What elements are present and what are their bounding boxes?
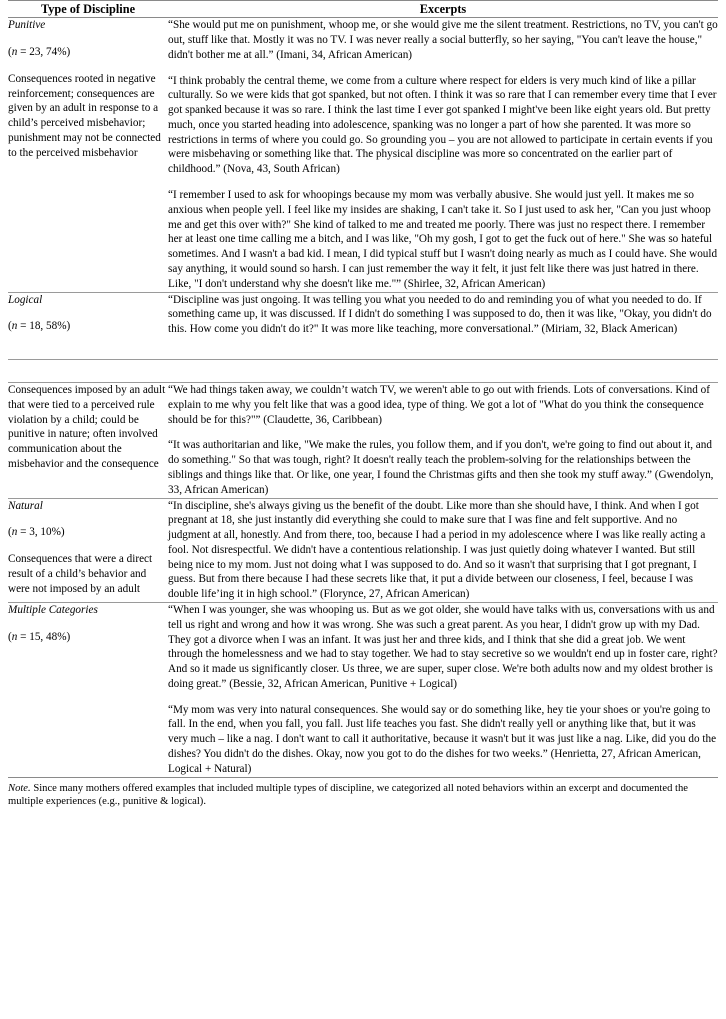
spacer (8, 360, 718, 382)
excerpt-item: “Discipline was just ongoing. It was telling you what you needed to do and reminding you of what you needed to do. If something came up, it was discussed. If I didn't do something I was supposed to do, then it was like, "Okay, you didn't do this. How come you didn't do it?" It was more like teaching, more conversational.” (Miriam, 32, Black American) (168, 293, 712, 336)
excerpt-item: “I remember I used to ask for whoopings because my mom was verbally abusive. She would just yell. It makes me so anxious when people yell. I feel like my insides are shaking, I can't take it. So I just used to ask her, "Can you just whoop me and get this over with?" She kind of talked to me and treated me poorly. There was just no respect there. I remember her at least one time calling me a bitch, and I was like, "Oh my gosh, I got to get the fuck out of here." She was so hateful sometimes. And I wasn't a bad kid. I mean, I did typical stuff but I wasn't doing nearly as much as I could have. She would say anything, it would sound so harsh. I can just remember the way it felt, it just felt like there was just hatred in there. Like, "I don't understand why she doesn't like me."” (Shirlee, 32, African American) (168, 189, 718, 290)
table-note (8, 778, 718, 810)
category-name: Logical (8, 293, 43, 306)
table-row (8, 293, 718, 347)
excerpt-item: “She would put me on punishment, whoop me, or she would give me the silent treatment. Restrictions, no TV, you can't go out, stuff like that. Mostly it was no TV. I was never really a social butterfly, so her saying, "You can't leave the house," didn't bother me at all.” (Imani, 34, African American) (168, 19, 718, 61)
excerpts-cell (168, 603, 718, 777)
discipline-table (8, 1, 718, 17)
category-definition: Consequences imposed by an adult that were tied to a perceived rule violation by a child; could be punitive in nature; often involved communication about the misbehavior and the consequence (8, 384, 166, 470)
table-row (8, 603, 718, 777)
table-row (8, 383, 718, 497)
table-row (8, 18, 718, 291)
section-natural (8, 499, 718, 602)
spacer (8, 346, 718, 359)
section-punitive (8, 18, 718, 291)
excerpts-cell (168, 383, 718, 497)
excerpt-item: “In discipline, she's always giving us the benefit of the doubt. Like more than she should have, I think. And when I got pregnant at 18, she just instantly did everything she could to make sure that I was fine and felt supportive. And no judgment at all, honestly. And from there, too, because I had a period in my adolescence where I was like really acting a fool. Not disrespectful. We didn't have a contentious relationship. I was just quietly doing whatever I wanted. But still being nice to my mom. Just not doing what I was supposed to do. And so it wasn't that surprising that I got pregnant, I guess. But from there because I had these secrets like that, it put a divide between our closeness, I feel, because I was double life’ing it in high school.” (Florynce, 27, African American) (168, 499, 706, 601)
excerpts-cell (168, 499, 718, 602)
excerpts-cell (168, 293, 718, 347)
note-label: Note. (8, 782, 31, 794)
discipline-type-cell (8, 499, 168, 602)
category-name: Natural (8, 499, 43, 512)
category-name: Multiple Categories (8, 604, 98, 616)
section-logical-definition (8, 383, 718, 497)
note-text: Since many mothers offered examples that included multiple types of discipline, we categorized all noted behaviors within an excerpt and documented the multiple experiences (e.g., punitive & logical). (8, 782, 688, 808)
category-name: Punitive (8, 19, 46, 32)
discipline-type-cell (8, 383, 168, 497)
category-count: (n = 3, 10%) (8, 526, 65, 539)
table-row (8, 499, 718, 602)
section-logical (8, 293, 718, 347)
category-definition: Consequences rooted in negative reinforcement; consequences are given by an adult in response to a child’s perceived misbehavior; punishment may not be connected to the perceived misbehavior (8, 72, 161, 159)
section-multiple-categories (8, 603, 718, 777)
excerpt-item: “I think probably the central theme, we come from a culture where respect for elders is very much kind of like a pillar culturally. So we were kids that got spanked, but not often. I think it was so rare that I can remember every time that I ever got spanked because it was so rare. I think the last time I ever got spanked I might've been like eight years old. But pretty much, once you started heading into adolescence, spanking was no longer a part of how she parented. It was more so restrictions in terms of where you could go. So grounding you – you are not allowed to participate in certain events if you were misbehaving or something like that. The physical discipline was more so concentrated on the earlier part of childhood.” (Nova, 43, South African) (168, 74, 717, 176)
discipline-type-cell (8, 293, 168, 347)
excerpts-cell (168, 18, 718, 291)
category-count: (n = 23, 74%) (8, 46, 71, 58)
category-count: (n = 15, 48%) (8, 630, 71, 643)
excerpt-item: “It was authoritarian and like, "We make the rules, you follow them, and if you don't, we're going to find out about it, and do something." So that was tough, right? It doesn't really teach the problem-solving for the relationships between the siblings and things like that. Or like, one year, I found the Christmas gifts and then she took my stuff away.” (Gwendolyn, 33, African American) (168, 439, 714, 496)
excerpt-item: “When I was younger, she was whooping us. But as we got older, she would have talks with us, conversations with us and tell us right and wrong and how it was wrong. She was such a great parent. As you hear, I didn't grow up with my Dad. They got a divorce when I was an infant. It was just her and three kids, and I think that she did a great job. We went through the homelessness and we had to stay together. We had to stay secretive so we wouldn't end up in foster care, right? And so it made us significantly closer. Us three, we are super, super close. We're both adults now and my oldest brother is doing great.” (Bessie, 32, African American, Punitive + Logical) (168, 604, 718, 690)
category-definition: Consequences that were a direct result of a child’s behavior and were not imposed by an adult (8, 553, 153, 595)
excerpt-item: “My mom was very into natural consequences. She would say or do something like, hey tie your shoes or you're going to fall. In the end, when you fall, you fall. Just life teaches you fast. She didn't really yell or anything like that, but it was very much – like a nag. I don't want to call it authoritative, because it wasn't but it was just like a nag. Like, did you do the dishes? You didn't do the dishes. Okay, now you got to do the dishes for two weeks.” (Henrietta, 27, African American, Logical + Natural) (168, 703, 717, 775)
category-count: (n = 18, 58%) (8, 320, 71, 333)
excerpt-item: “We had things taken away, we couldn’t watch TV, we weren't able to go out with friends. Lots of conversations. Kind of explain to me why you felt like that was a good idea, type of thing. We got a lot of "What do you think the consequence should be for this?"” (Claudette, 36, Caribbean) (168, 384, 710, 426)
table-header-row (8, 1, 718, 17)
column-header-excerpts: Excerpts (419, 2, 467, 16)
discipline-type-cell (8, 18, 168, 291)
discipline-type-cell (8, 603, 168, 777)
column-header-type-of-discipline: Type of Discipline (40, 2, 136, 16)
